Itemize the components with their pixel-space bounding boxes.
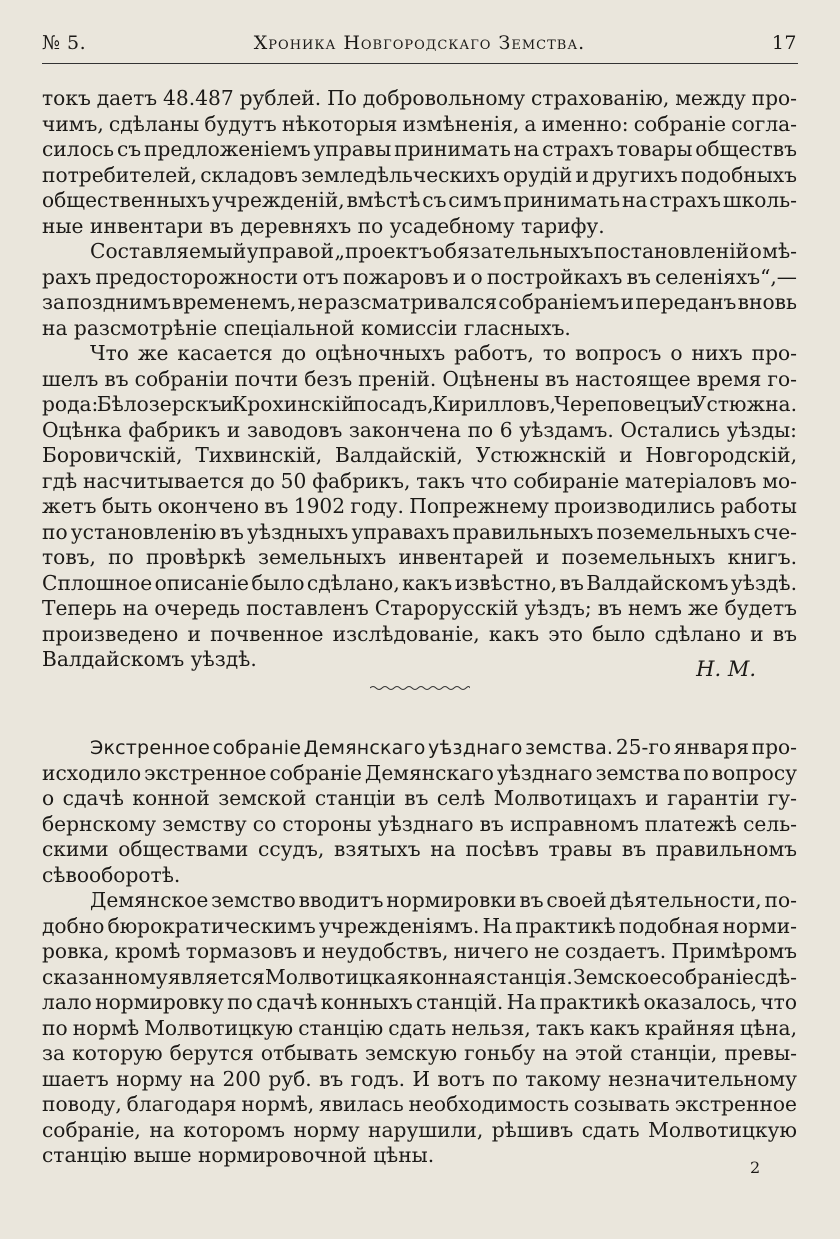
running-header	[42, 32, 797, 62]
signature-mark: 2	[750, 1158, 761, 1177]
header-rule	[42, 63, 798, 64]
text-line: Что же касается до оцѣночныхъ работъ, то вопросъ о нихъ про-	[90, 341, 797, 365]
text-line: общественныхъ учрежденій, вмѣстѣ съ симъ принимать на страхъ школь-	[42, 188, 797, 212]
text-line: Составляемый управой „проектъ обязательныхъ постановленій о мѣ-	[90, 239, 797, 263]
text-line: произведено и почвенное изслѣдованіе, какъ это было сдѣлано и въ	[42, 621, 797, 646]
page-number: 17	[771, 32, 797, 54]
text-line: скими обществами ссудъ, взятыхъ на посѣвъ травы въ правильномъ	[42, 837, 797, 861]
text-line: шелъ въ собраніи почти безъ преній. Оцѣнены въ настоящее время го-	[42, 366, 797, 391]
text-line: по нормѣ Молвотицкую станцію сдать нельзя, такъ какъ крайняя цѣна,	[42, 1015, 797, 1040]
text-line: Демянское земство вводитъ нормировки въ своей дѣятельности, по-	[90, 888, 797, 912]
text-line: сѣвооборотѣ.	[42, 862, 181, 887]
text-line: бернскому земству со стороны уѣзднаго въ исправномъ платежѣ сель-	[42, 811, 797, 836]
text-line: Теперь на очередь поставленъ Старорусскій уѣздъ; въ немъ же будетъ	[42, 596, 797, 620]
issue-number: № 5.	[42, 32, 87, 54]
text-line: Валдайскомъ уѣздѣ.	[42, 647, 257, 671]
text-line: ные инвентари въ деревняхъ по усадебному тарифу.	[42, 213, 605, 238]
text-line	[42, 735, 797, 761]
heading-continuation: 25-го января про-	[613, 735, 798, 759]
text-line: чимъ, сдѣланы будутъ нѣкоторыя измѣненія, а именно: собраніе согла-	[42, 111, 797, 136]
text-line: станцію выше нормировочной цѣны.	[42, 1143, 435, 1167]
text-line: Оцѣнка фабрикъ и заводовъ закончена по 6 уѣздамъ. Остались уѣзды:	[42, 417, 797, 442]
text-line: гдѣ насчитывается до 50 фабрикъ, такъ что собираніе матеріаловъ мо-	[42, 468, 797, 493]
text-line: добно бюрократическимъ учрежденіямъ. На практикѣ подобная норми-	[42, 913, 797, 938]
text-line: о сдачѣ конной земской станціи въ селѣ Молвотицахъ и гарантіи гу-	[42, 786, 797, 810]
text-line: за позднимъ временемъ, не разсматривался собраніемъ и переданъ вновь	[42, 290, 797, 314]
text-line: жетъ быть окончено въ 1902 году. Попрежнему производились работы	[42, 494, 797, 518]
text-line: по установленію въ уѣздныхъ управахъ правильныхъ поземельныхъ сче-	[42, 519, 797, 544]
author-signature: Н. М.	[696, 657, 756, 681]
section-1-text	[42, 86, 797, 673]
text-line: шаетъ норму на 200 руб. въ годъ. И вотъ по такому незначительному	[42, 1066, 797, 1091]
section-heading: Экстренное собраніе Демянскаго уѣзднаго земства.	[90, 737, 614, 759]
text-line: ровка, кромѣ тормазовъ и неудобствъ, ничего не создаетъ. Примѣромъ	[42, 939, 797, 963]
text-line: Сплошное описаніе было сдѣлано, какъ извѣстно, въ Валдайскомъ уѣздѣ.	[42, 570, 797, 595]
text-line: лало нормировку по сдачѣ конныхъ станцій. На практикѣ оказалось, что	[42, 990, 797, 1014]
text-line: собраніе, на которомъ норму нарушили, рѣшивъ сдать Молвотицкую	[42, 1117, 797, 1142]
text-line: поводу, благодаря нормѣ, явилась необходимость созывать экстренное	[42, 1092, 797, 1116]
section-2-text	[42, 735, 797, 1169]
text-line: рахъ предосторожности отъ пожаровъ и о постройкахъ въ селеніяхъ“,—	[42, 264, 797, 289]
text-line: сказанному является Молвотицкая конная станція. Земское собраніе сдѣ-	[42, 964, 797, 989]
text-line: Боровичскій, Тихвинскій, Валдайскій, Устюжнскій и Новгородскій,	[42, 443, 797, 467]
text-line: исходило экстренное собраніе Демянскаго уѣзднаго земства по вопросу	[42, 760, 797, 785]
text-line: силось съ предложеніемъ управы принимать на страхъ товары обществъ	[42, 137, 797, 161]
text-line: рода: Бѣлозерскъ и Крохинскій посадъ, Кирилловъ, Череповецъ и Устюжна.	[42, 392, 797, 416]
text-line: за которую берутся отбывать земскую гоньбу на этой станціи, превы-	[42, 1041, 797, 1065]
wavy-divider	[370, 684, 470, 692]
text-line: токъ даетъ 48.487 рублей. По добровольному страхованію, между про-	[42, 86, 797, 110]
text-line: на разсмотрѣніе спеціальной комиссіи гласныхъ.	[42, 315, 571, 340]
text-line: потребителей, складовъ земледѣльческихъ орудій и другихъ подобныхъ	[42, 162, 797, 187]
journal-title: Хроника Новгородскаго Земства.	[253, 32, 586, 54]
text-line: товъ, по провѣркѣ земельныхъ инвентарей и поземельныхъ книгъ.	[42, 545, 797, 569]
